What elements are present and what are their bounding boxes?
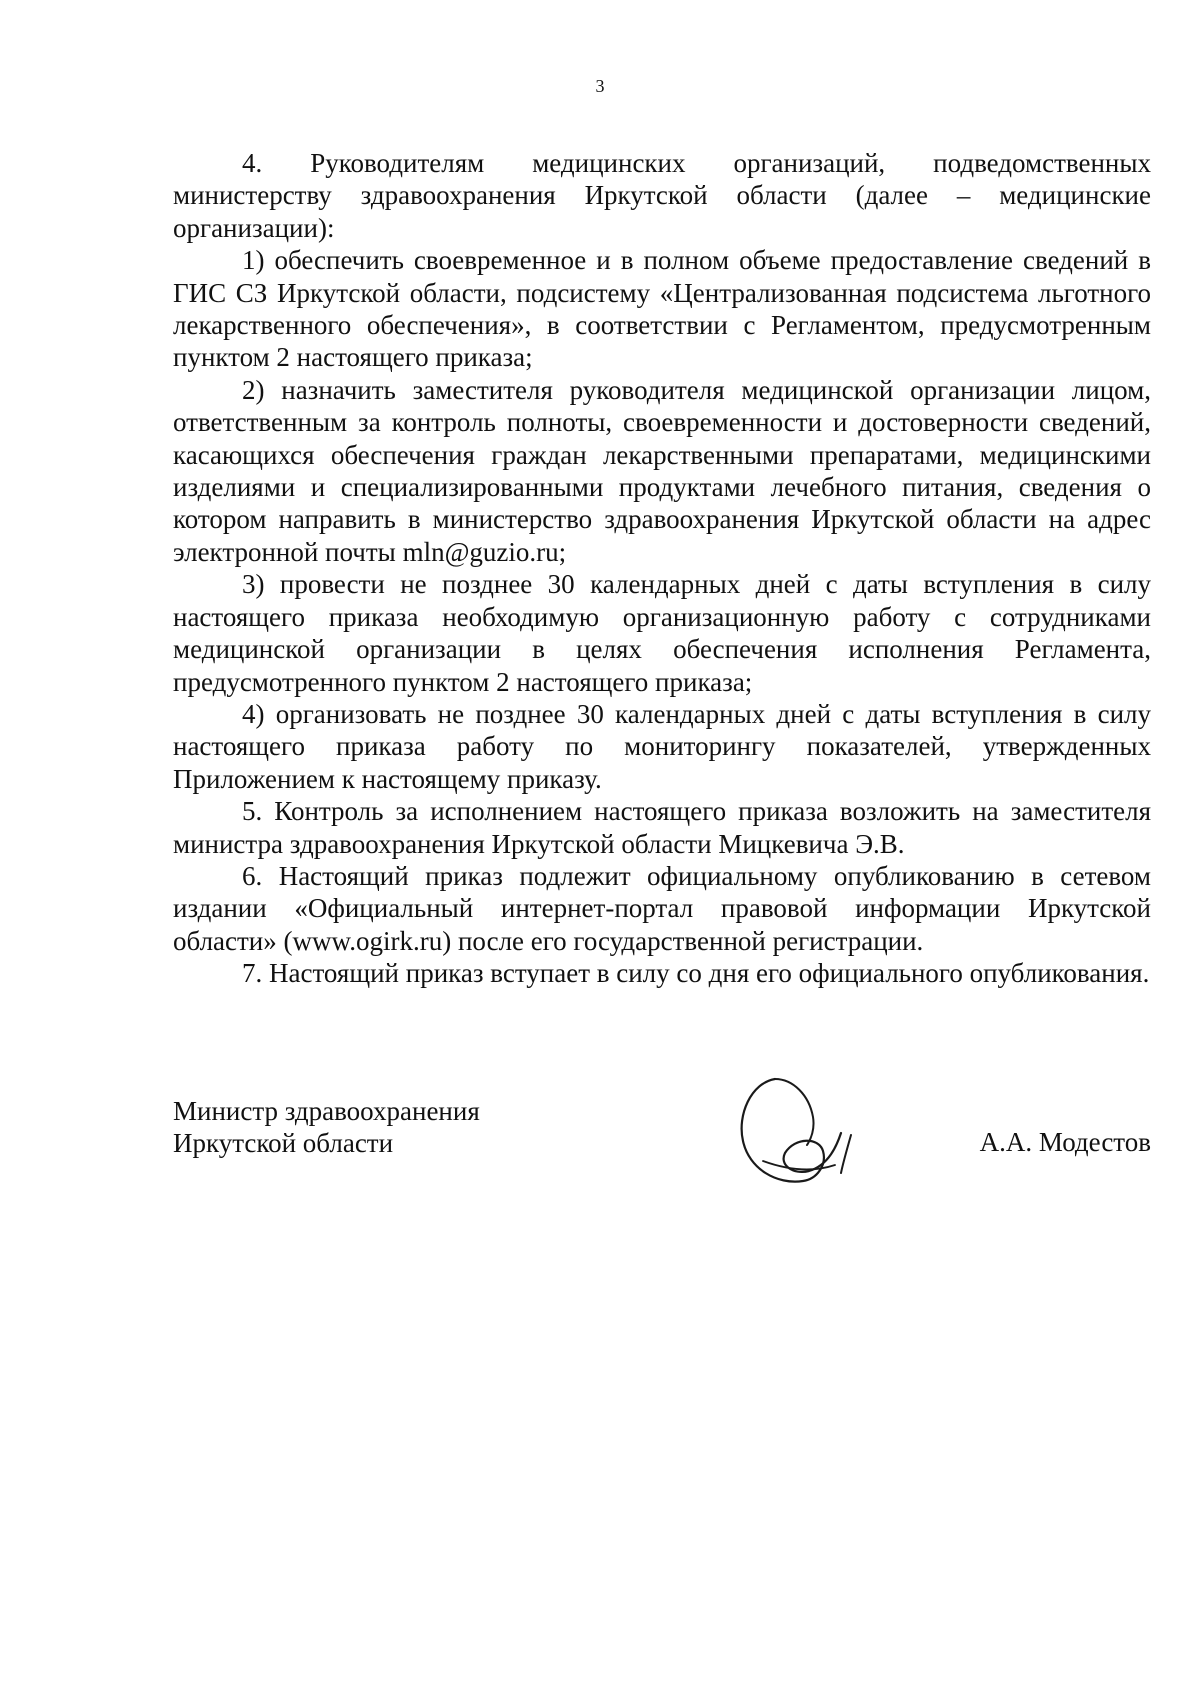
paragraph-subitem-1: 1) обеспечить своевременное и в полном объеме предоставление сведений в ГИС СЗ Иркутской области, подсистему «Централизованная подсистема льготного лекарственного обеспечения», в соответствии с Регламентом, предусмотренным пунктом 2 настоящего приказа; [173, 245, 1151, 373]
paragraph-item-6: 6. Настоящий приказ подлежит официальному опубликованию в сетевом издании «Официальный интернет-портал правовой информации Иркутской области» (www.ogirk.ru) после его государственной регистрации. [173, 860, 1151, 956]
signer-title [173, 1095, 480, 1160]
paragraph-item-4: 4. Руководителям медицинских организаций, подведомственных министерству здравоохранения Иркутской области (далее – медицинские организации): [173, 148, 1151, 243]
paragraph-item-5: 5. Контроль за исполнением настоящего приказа возложить на заместителя министра здравоохранения Иркутской области Мицкевича Э.В. [173, 796, 1151, 859]
signer-title-line-2: Иркутской области [173, 1128, 394, 1159]
paragraph-subitem-3: 3) провести не позднее 30 календарных дней с даты вступления в силу настоящего приказа необходимую организационную работу с сотрудниками медицинской организации в целях обеспечения исполнения Регламента, предусмотренного пунктом 2 настоящего приказа; [173, 569, 1151, 697]
signature-block [173, 1095, 1151, 1225]
paragraph-item-7: 7. Настоящий приказ вступает в силу со дня его официального опубликования. [242, 958, 1150, 989]
signer-name: А.А. Модестов [979, 1127, 1151, 1157]
signer-title-line-1: Министр здравоохранения [173, 1096, 480, 1126]
page-number: 3 [595, 76, 605, 96]
paragraph-subitem-4: 4) организовать не позднее 30 календарных дней с даты вступления в силу настоящего приказа работу по мониторингу показателей, утвержденных Приложением к настоящему приказу. [173, 698, 1151, 794]
document-body [173, 147, 1151, 990]
handwritten-signature [733, 1073, 883, 1193]
paragraph-subitem-2: 2) назначить заместителя руководителя медицинской организации лицом, ответственным за контроль полноты, своевременности и достоверности сведений, касающихся обеспечения граждан лекарственными препаратами, медицинскими изделиями и специализированными продуктами лечебного питания, сведения о котором направить в министерство здравоохранения Иркутской области на адрес электронной почты mln@guzio.ru; [173, 374, 1151, 567]
